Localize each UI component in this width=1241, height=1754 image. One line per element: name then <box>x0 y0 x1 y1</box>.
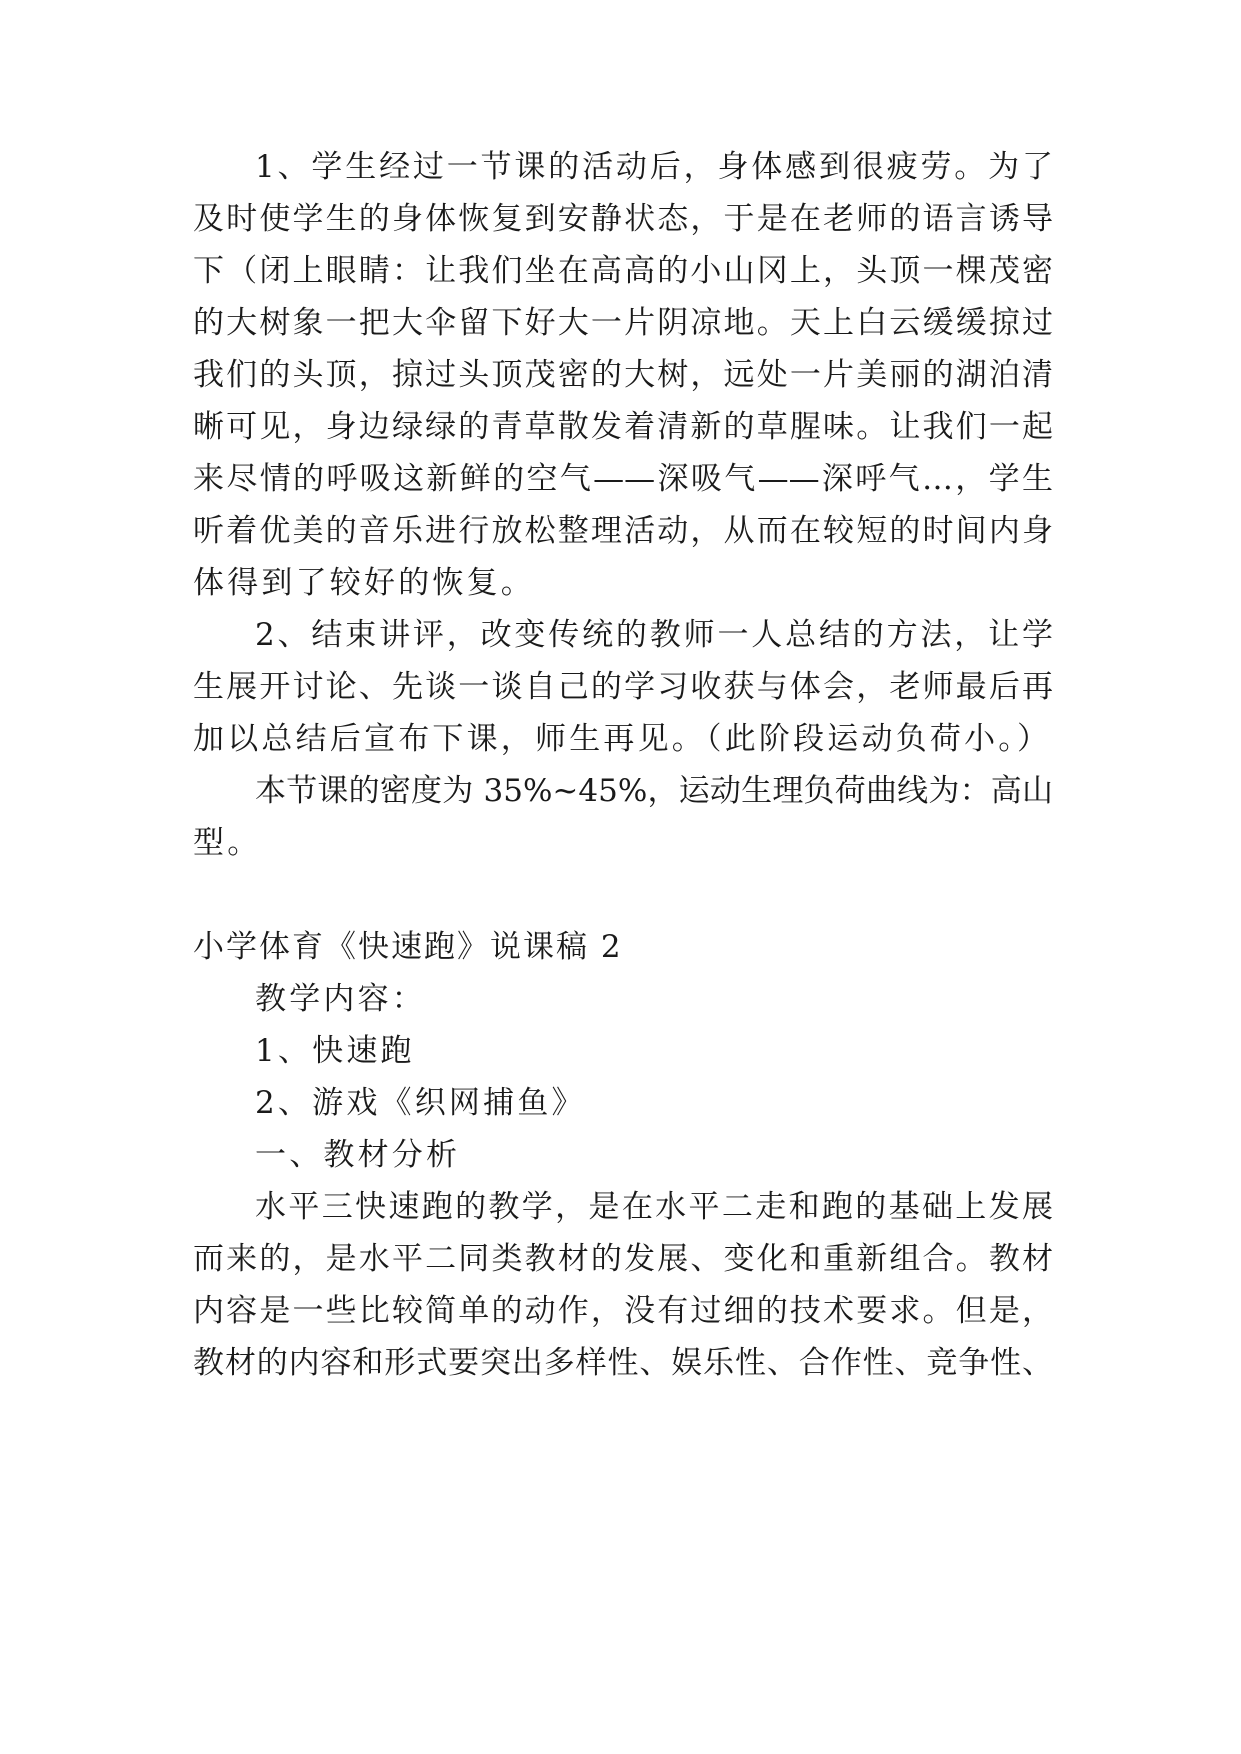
paragraph-line: 而来的，是水平二同类教材的发展、变化和重新组合。教材 <box>193 1241 1053 1277</box>
paragraph-line: 的大树象一把大伞留下好大一片阴凉地。天上白云缓缓掠过 <box>193 305 1053 341</box>
paragraph-line: 体得到了较好的恢复。 <box>193 565 535 601</box>
paragraph-line: 教材的内容和形式要突出多样性、娱乐性、合作性、竞争性、 <box>193 1345 1053 1381</box>
paragraph-line: 1、学生经过一节课的活动后，身体感到很疲劳。为了 <box>255 149 1053 185</box>
paragraph-line: 本节课的密度为 35%~45%，运动生理负荷曲线为：高山 <box>255 773 1053 809</box>
paragraph-line: 内容是一些比较简单的动作，没有过细的技术要求。但是， <box>193 1293 1053 1329</box>
paragraph-line: 晰可见，身边绿绿的青草散发着清新的草腥味。让我们一起 <box>193 409 1053 445</box>
subsection-heading: 一、教材分析 <box>255 1137 461 1173</box>
paragraph-line: 下（闭上眼睛：让我们坐在高高的小山冈上，头顶一棵茂密 <box>193 253 1053 289</box>
paragraph-line: 我们的头顶，掠过头顶茂密的大树，远处一片美丽的湖泊清 <box>193 357 1053 393</box>
list-item: 2、游戏《织网捕鱼》 <box>255 1085 586 1121</box>
paragraph-line: 生展开讨论、先谈一谈自己的学习收获与体会，老师最后再 <box>193 669 1053 705</box>
list-item: 1、快速跑 <box>255 1033 415 1069</box>
paragraph-line: 及时使学生的身体恢复到安静状态，于是在老师的语言诱导 <box>193 201 1053 237</box>
paragraph-line: 水平三快速跑的教学，是在水平二走和跑的基础上发展 <box>255 1189 1053 1225</box>
paragraph-line: 型。 <box>193 825 262 861</box>
paragraph-line: 来尽情的呼吸这新鲜的空气——深吸气——深呼气…，学生 <box>193 461 1053 497</box>
paragraph-line: 2、结束讲评，改变传统的教师一人总结的方法，让学 <box>255 617 1053 653</box>
paragraph-line: 加以总结后宣布下课，师生再见。（此阶段运动负荷小。） <box>193 721 1052 757</box>
paragraph-line: 听着优美的音乐进行放松整理活动，从而在较短的时间内身 <box>193 513 1053 549</box>
section-heading: 小学体育《快速跑》说课稿 2 <box>193 929 623 965</box>
paragraph-line: 教学内容： <box>255 981 426 1017</box>
